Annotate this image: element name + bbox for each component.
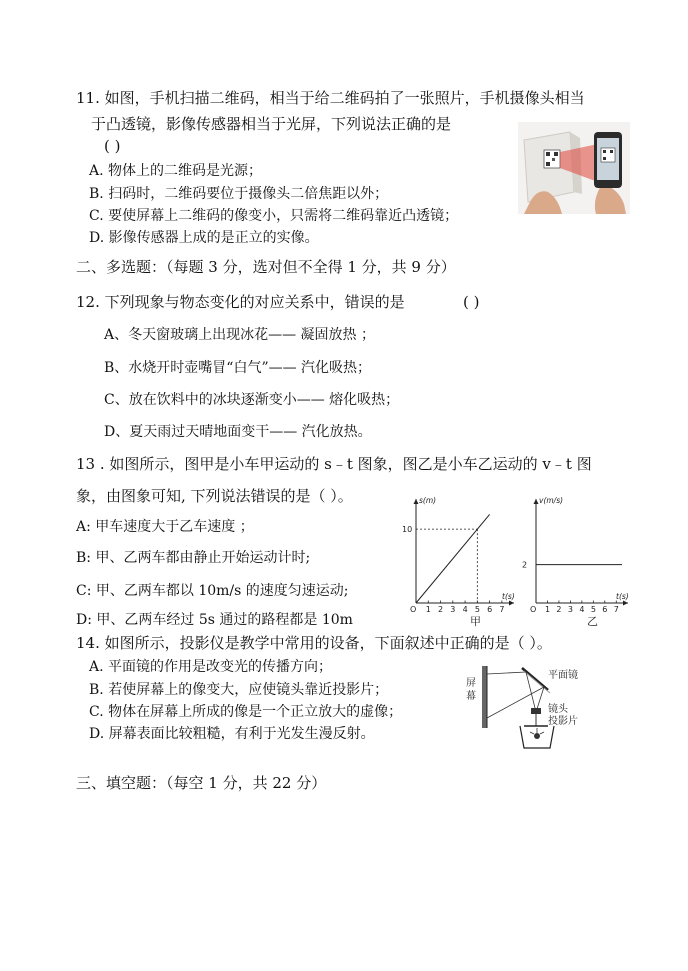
q13-stem-line1: 13 . 如图所示，图甲是小车甲运动的 s﹣t 图象，图乙是小车乙运动的 v﹣t 图	[76, 455, 592, 473]
q12-option-a: A、冬天窗玻璃上出现冰花—— 凝固放热 ；	[104, 327, 376, 343]
y-axis-label: s(m)	[419, 496, 437, 505]
q11-option-c: C. 要使屏幕上二维码的像变小，只需将二维码靠近凸透镜；	[89, 208, 459, 224]
x-tick-label: 2	[556, 605, 562, 614]
lens	[531, 708, 541, 714]
q14-option-a: A. 平面镜的作用是改变光的传播方向；	[89, 659, 333, 675]
x-tick-label: 5	[590, 605, 596, 614]
label-slide: 投影片	[548, 716, 578, 727]
x-tick-label: 3	[567, 605, 573, 614]
q13-option-c: C: 甲、乙两车都以 10m/s 的速度匀速运动;	[76, 583, 349, 599]
x-axis-arrow	[623, 601, 628, 606]
x-tick-label: 7	[499, 605, 505, 614]
label-mirror: 平面镜	[548, 670, 578, 681]
q13-stem-line2: 象，由图象可知, 下列说法错误的是（ ）。	[76, 487, 353, 505]
q13-option-d: D: 甲、乙两车经过 5s 通过的路程都是 10m	[76, 612, 353, 628]
y-axis-arrow	[534, 499, 539, 504]
q11-stem-line2: 于凸透镜，影像传感器相当于光屏，下列说法正确的是	[91, 115, 452, 133]
q12-option-d: D、夏天雨过天晴地面变干—— 汽化放热。	[104, 424, 372, 440]
x-axis-label: t(s)	[502, 592, 515, 601]
y-axis-arrow	[414, 499, 419, 504]
x-tick-label: 1	[425, 605, 431, 614]
q11-stem-line1: 11. 如图，手机扫描二维码，相当于给二维码拍了一张照片，手机摄像头相当	[76, 89, 585, 107]
label-lens: 镜头	[548, 704, 568, 715]
y-axis-label: v(m/s)	[539, 496, 564, 505]
series-line	[416, 514, 490, 603]
q12-option-c: C、放在饮料中的冰块逐渐变小—— 熔化吸热；	[104, 392, 400, 408]
y-tick-label: 2	[522, 560, 528, 570]
projector-screen	[482, 666, 487, 728]
x-tick-label: 4	[462, 605, 468, 614]
chart-title: 甲	[470, 615, 481, 627]
x-tick-label: 2	[438, 605, 444, 614]
x-tick-label: 3	[450, 605, 456, 614]
q14-option-c: C. 物体在屏幕上所成的像是一个正立放大的虚像；	[89, 704, 403, 720]
x-tick-label: 5	[474, 605, 480, 614]
q13-option-b: B: 甲、乙两车都由静止开始运动计时;	[76, 550, 311, 566]
q11-option-b: B. 扫码时，二维码要位于摄像头二倍焦距以外；	[89, 186, 389, 202]
section-3-title: 三、填空题：（每空 1 分，共 22 分）	[76, 774, 327, 792]
q11-qr-scan-image	[518, 122, 630, 214]
chart-title: 乙	[587, 615, 598, 627]
q12-answer-blank: ( )	[463, 293, 480, 311]
x-tick-label: 4	[579, 605, 585, 614]
q12-stem: 12. 下列现象与物态变化的对应关系中，错误的是	[76, 293, 405, 311]
x-axis-arrow	[509, 601, 514, 606]
chart-jia-s-t-graph	[400, 495, 522, 627]
label-screen-1: 屏	[466, 678, 476, 689]
chart-yi-v-t-graph	[522, 495, 632, 627]
section-2-title: 二、多选题：（每题 3 分，选对但不全得 1 分，共 9 分）	[76, 258, 456, 276]
x-tick-label: 6	[602, 605, 608, 614]
q14-option-b: B. 若使屏幕上的像变大，应使镜头靠近投影片；	[89, 682, 389, 698]
q11-option-d: D. 影像传感器上成的是正立的实像。	[89, 230, 319, 246]
plane-mirror	[522, 668, 548, 690]
q14-projector-diagram	[464, 662, 604, 752]
q11-option-a: A. 物体上的二维码是光源；	[89, 163, 263, 179]
q11-answer-blank: ( )	[104, 137, 121, 155]
x-tick-label: 1	[544, 605, 551, 614]
q13-option-a: A: 甲车速度大于乙车速度 ；	[76, 519, 254, 535]
q12-option-b: B、水烧开时壶嘴冒“白气”—— 汽化吸热；	[104, 360, 372, 376]
x-tick-label: O	[530, 605, 537, 614]
x-axis-label: t(s)	[616, 592, 629, 601]
label-screen-2: 幕	[466, 691, 476, 702]
x-tick-label: O	[410, 605, 417, 614]
y-tick-label: 10	[402, 525, 413, 535]
x-tick-label: 6	[487, 605, 493, 614]
q14-stem: 14. 如图所示，投影仪是教学中常用的设备，下面叙述中正确的是（ ）。	[76, 634, 552, 652]
x-tick-label: 7	[613, 605, 619, 614]
q14-option-d: D. 屏幕表面比较粗糙，有利于光发生漫反射。	[89, 726, 375, 742]
